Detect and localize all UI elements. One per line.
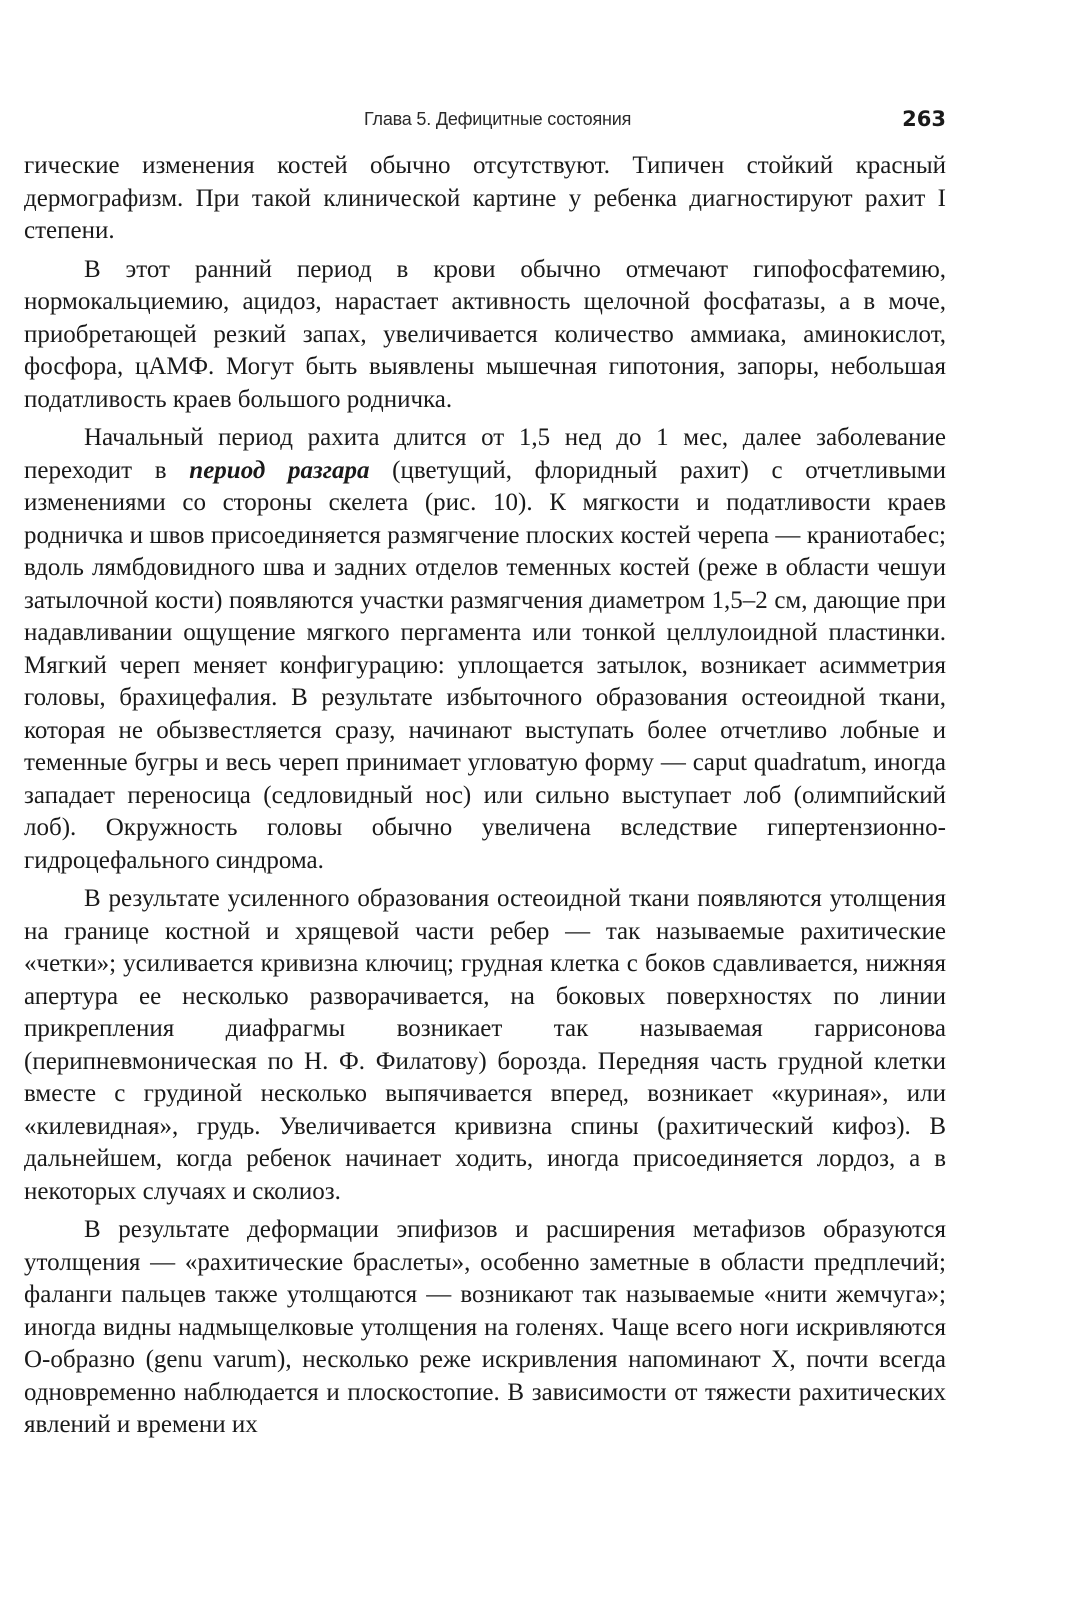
term-period-razgara: период разгара xyxy=(189,456,370,484)
paragraph-3 xyxy=(24,422,946,877)
body-text xyxy=(24,150,946,1448)
page-number: 263 xyxy=(902,107,946,131)
paragraph-2: В этот ранний период в крови обычно отмечают гипофосфатемию, нормокальциемию, ацидоз, нарастает активность щелочной фосфатазы, а в моче, приобретающей резкий запах, увеличивается количество аммиака, аминокислот, фосфора, цАМФ. Могут быть выявлены мышечная гипотония, запоры, небольшая податливость краев большого родничка. xyxy=(24,255,946,413)
paragraph-5: В результате деформации эпифизов и расширения метафизов образуются утолщения — «рахитические браслеты», особенно заметные в области предплечий; фаланги пальцев также утолщаются — возникают так называемые «нити жемчуга»; иногда видны надмыщелковые утолщения на голенях. Чаще всего ноги искривляются О-образно (genu varum), несколько реже искривления напоминают X, почти всегда одновременно наблюдается и плоскостопие. В зависимости от тяжести рахитических явлений и времени их xyxy=(24,1216,946,1438)
paragraph-3-text-start: Начальный период рахита длится от 1,5 нед до 1 мес, далее заболевание переходит в xyxy=(24,424,946,484)
running-header xyxy=(24,104,946,134)
paragraph-3-text-end: (цветущий, флоридный рахит) с отчетливыми изменениями со стороны скелета (рис. 10). К мягкости и податливости краев родничка и швов присоединяется размягчение плоских костей черепа — краниотабес; вдоль лямбдовидного шва и задних отделов теменных костей (реже в области чешуи затылочной кости) появляются участки размягчения диаметром 1,5–2 см, дающие при надавливании ощущение мягкого пергамента или тонкой целлулоидной пластинки. Мягкий череп меняет конфигурацию: уплощается затылок, возникает асимметрия головы, брахицефалия. В результате избыточного образования остеоидной ткани, которая не обызвестляется сразу, начинают выступать более отчетливо лобные и теменные бугры и весь череп принимает угловатую форму — caput quadratum, иногда западает переносица (седловидный нос) или сильно выступает лоб (олимпийский лоб). Окружность головы обычно увеличена вследствие гипертензионно-гидроцефального синдрома. xyxy=(24,456,946,874)
running-title: Глава 5. Дефицитные состояния xyxy=(364,109,632,129)
paragraph-1: гические изменения костей обычно отсутствуют. Типичен стойкий красный дермографизм. При такой клинической картине у ребенка диагностируют рахит I степени. xyxy=(24,152,946,244)
paragraph-4: В результате усиленного образования остеоидной ткани появляются утолщения на границе костной и хрящевой части ребер — так называемые рахитические «четки»; усиливается кривизна ключиц; грудная клетка с боков сдавливается, нижняя апертура ее несколько разворачивается, на боковых поверхностях по линии прикрепления диафрагмы возникает так называемая гаррисонова (перипневмоническая по Н. Ф. Филатову) борозда. Передняя часть грудной клетки вместе с грудиной несколько выпячивается вперед, возникает «куриная», или «килевидная», грудь. Увеличивается кривизна спины (рахитический кифоз). В дальнейшем, когда ребенок начинает ходить, иногда присоединяется лордоз, а в некоторых случаях и сколиоз. xyxy=(24,885,946,1205)
